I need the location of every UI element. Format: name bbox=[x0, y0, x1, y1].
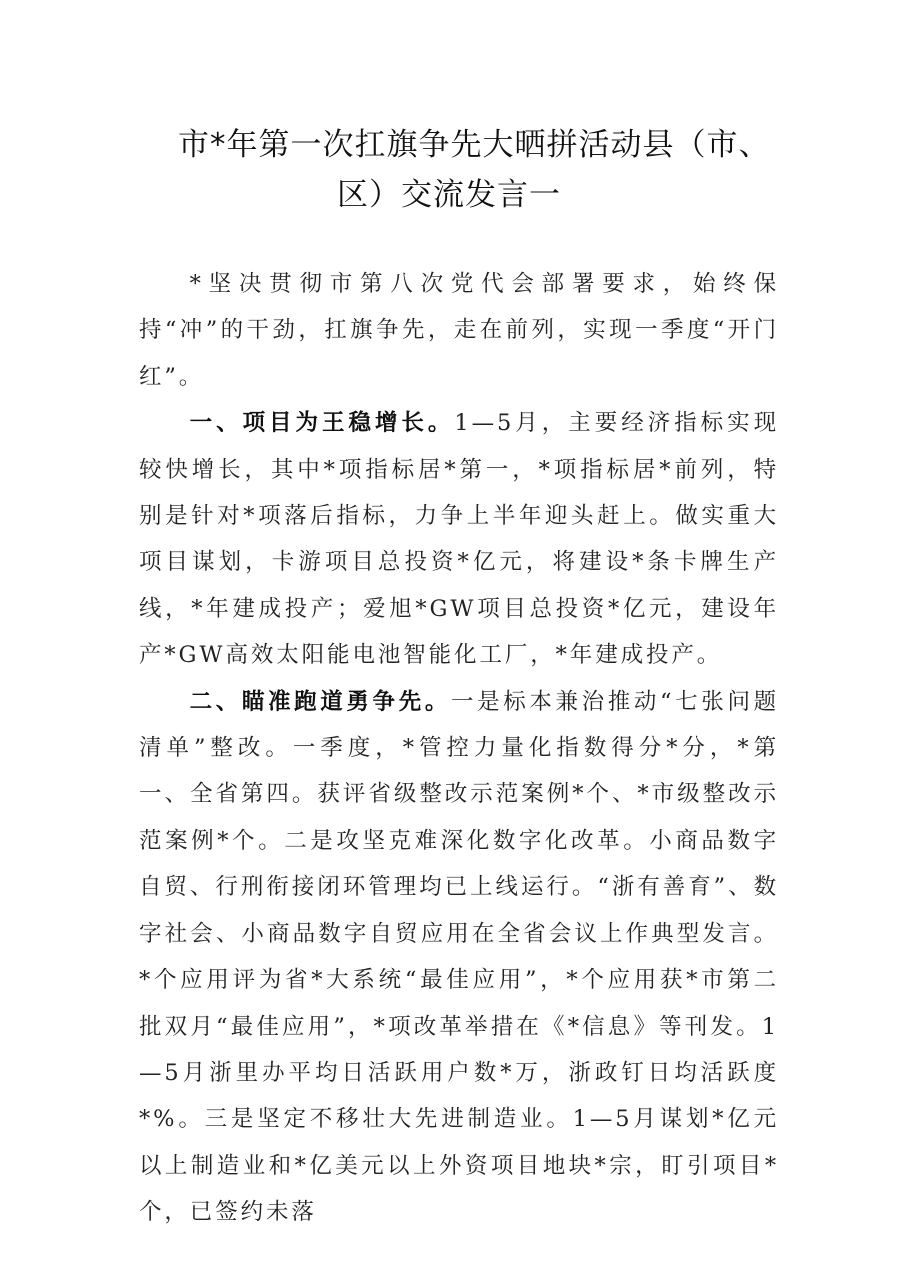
document-body bbox=[139, 261, 779, 1236]
paragraph-text: 1—5月，主要经济指标实现较快增长，其中*项指标居*第一，*项指标居*前列，特别是针对*项落后指标，力争上半年迎头赶上。做实重大项目谋划，卡游项目总投资*亿元，将建设*条卡牌生产线，*年建成投产；爱旭*GW项目总投资*亿元，建设年产*GW高效太阳能电池智能化工厂，*年建成投产。 bbox=[139, 410, 779, 669]
paragraph-heading: 一、项目为王稳增长。 bbox=[189, 410, 455, 437]
paragraph-text: *坚决贯彻市第八次党代会部署要求，始终保持“冲”的干劲，扛旗争先，走在前列，实现一季度“开门红”。 bbox=[139, 271, 779, 390]
title-line-2: 区）交流发言一 bbox=[337, 177, 561, 213]
paragraph-text: 一是标本兼治推动“七张问题清单”整改。一季度，*管控力量化指数得分*分，*第一、全省第四。获评省级整改示范案例*个、*市级整改示范案例*个。二是攻坚克难深化数字化改革。小商品数字自贸、行刑衔接闭环管理均已上线运行。“浙有善育”、数字社会、小商品数字自贸应用在全省会议上作典型发言。*个应用评为省*大系统“最佳应用”，*个应用获*市第二批双月“最佳应用”，*项改革举措在《*信息》等刊发。1—5月浙里办平均日活跃用户数*万，浙政钉日均活跃度*%。三是坚定不移壮大先进制造业。1—5月谋划*亿元以上制造业和*亿美元以上外资项目地块*宗，盯引项目*个，已签约未落 bbox=[139, 688, 780, 1226]
title-line-1: 市*年第一次扛旗争先大晒拼活动县（市、 bbox=[178, 127, 771, 163]
paragraph-intro bbox=[139, 261, 779, 400]
paragraph-section-2 bbox=[139, 679, 779, 1236]
document-title bbox=[130, 120, 810, 220]
paragraph-section-1 bbox=[139, 400, 779, 678]
paragraph-heading: 二、瞄准跑道勇争先。 bbox=[189, 688, 451, 715]
